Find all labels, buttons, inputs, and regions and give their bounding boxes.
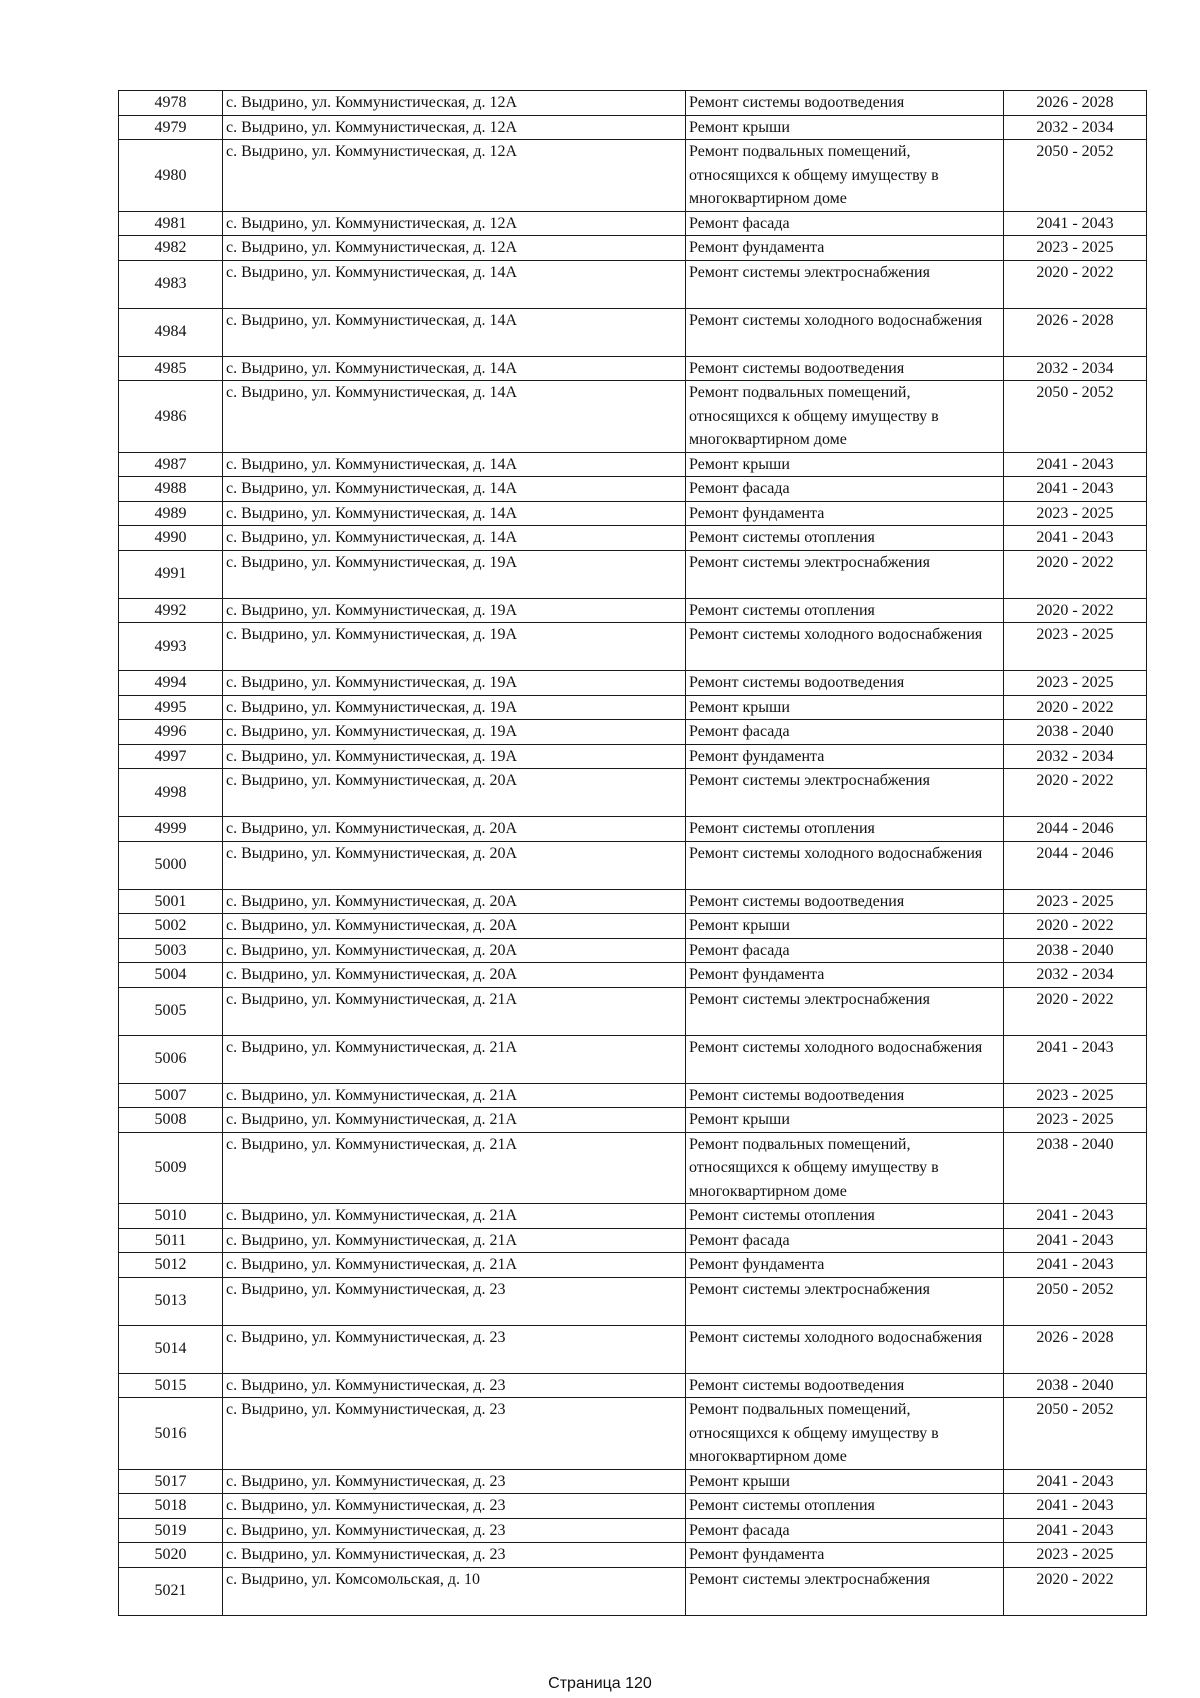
row-number: 4997 (119, 744, 223, 769)
table-row (119, 1132, 1147, 1204)
row-address: с. Выдрино, ул. Коммунистическая, д. 14А (223, 477, 686, 502)
row-address: с. Выдрино, ул. Коммунистическая, д. 21А (223, 1228, 686, 1253)
table-row (119, 356, 1147, 381)
row-work-type: Ремонт фасада (686, 1518, 1004, 1543)
table-row (119, 1035, 1147, 1083)
table-row (119, 841, 1147, 889)
row-period: 2038 - 2040 (1004, 938, 1147, 963)
row-period: 2041 - 2043 (1004, 1204, 1147, 1229)
row-number: 4978 (119, 91, 223, 116)
row-address: с. Выдрино, ул. Коммунистическая, д. 20А (223, 963, 686, 988)
table-row (119, 115, 1147, 140)
row-number: 5012 (119, 1253, 223, 1278)
row-work-type: Ремонт подвальных помещений, относящихся к общему имуществу в многоквартирном доме (686, 1132, 1004, 1204)
row-number: 4992 (119, 598, 223, 623)
row-period: 2020 - 2022 (1004, 914, 1147, 939)
row-period: 2023 - 2025 (1004, 501, 1147, 526)
row-number: 5000 (119, 841, 223, 889)
row-work-type: Ремонт системы отопления (686, 1494, 1004, 1519)
row-address: с. Выдрино, ул. Коммунистическая, д. 12А (223, 211, 686, 236)
row-work-type: Ремонт системы электроснабжения (686, 1277, 1004, 1325)
row-work-type: Ремонт подвальных помещений, относящихся к общему имуществу в многоквартирном доме (686, 140, 1004, 212)
row-number: 5021 (119, 1567, 223, 1615)
row-number: 5007 (119, 1083, 223, 1108)
row-address: с. Выдрино, ул. Коммунистическая, д. 14А (223, 452, 686, 477)
row-address: с. Выдрино, ул. Коммунистическая, д. 12А (223, 140, 686, 212)
row-period: 2044 - 2046 (1004, 817, 1147, 842)
row-number: 4991 (119, 550, 223, 598)
row-address: с. Выдрино, ул. Коммунистическая, д. 19А (223, 623, 686, 671)
row-address: с. Выдрино, ул. Коммунистическая, д. 21А (223, 1253, 686, 1278)
row-address: с. Выдрино, ул. Коммунистическая, д. 23 (223, 1469, 686, 1494)
row-address: с. Выдрино, ул. Коммунистическая, д. 21А (223, 1108, 686, 1133)
row-address: с. Выдрино, ул. Коммунистическая, д. 21А (223, 1083, 686, 1108)
row-number: 5016 (119, 1398, 223, 1470)
row-address: с. Выдрино, ул. Коммунистическая, д. 14А (223, 501, 686, 526)
row-number: 5020 (119, 1543, 223, 1568)
row-work-type: Ремонт системы холодного водоснабжения (686, 308, 1004, 356)
row-period: 2038 - 2040 (1004, 1373, 1147, 1398)
row-number: 4979 (119, 115, 223, 140)
row-work-type: Ремонт подвальных помещений, относящихся к общему имуществу в многоквартирном доме (686, 381, 1004, 453)
row-number: 4980 (119, 140, 223, 212)
row-period: 2032 - 2034 (1004, 115, 1147, 140)
row-period: 2038 - 2040 (1004, 1132, 1147, 1204)
row-address: с. Выдрино, ул. Коммунистическая, д. 14А (223, 356, 686, 381)
row-work-type: Ремонт системы электроснабжения (686, 769, 1004, 817)
row-work-type: Ремонт фасада (686, 211, 1004, 236)
row-address: с. Выдрино, ул. Коммунистическая, д. 19А (223, 695, 686, 720)
row-period: 2041 - 2043 (1004, 1253, 1147, 1278)
row-period: 2041 - 2043 (1004, 477, 1147, 502)
row-work-type: Ремонт фасада (686, 938, 1004, 963)
row-work-type: Ремонт системы холодного водоснабжения (686, 841, 1004, 889)
row-address: с. Выдрино, ул. Коммунистическая, д. 21А (223, 987, 686, 1035)
row-work-type: Ремонт системы отопления (686, 526, 1004, 551)
row-address: с. Выдрино, ул. Коммунистическая, д. 19А (223, 550, 686, 598)
row-number: 5004 (119, 963, 223, 988)
table-row (119, 1277, 1147, 1325)
row-work-type: Ремонт крыши (686, 914, 1004, 939)
row-work-type: Ремонт системы холодного водоснабжения (686, 1325, 1004, 1373)
row-number: 4988 (119, 477, 223, 502)
row-address: с. Выдрино, ул. Коммунистическая, д. 20А (223, 889, 686, 914)
row-number: 4986 (119, 381, 223, 453)
row-period: 2023 - 2025 (1004, 889, 1147, 914)
row-period: 2023 - 2025 (1004, 671, 1147, 696)
row-address: с. Выдрино, ул. Коммунистическая, д. 20А (223, 914, 686, 939)
row-number: 5013 (119, 1277, 223, 1325)
row-number: 5018 (119, 1494, 223, 1519)
row-period: 2026 - 2028 (1004, 308, 1147, 356)
table-row (119, 889, 1147, 914)
row-number: 4987 (119, 452, 223, 477)
row-period: 2026 - 2028 (1004, 91, 1147, 116)
row-address: с. Выдрино, ул. Коммунистическая, д. 12А (223, 236, 686, 261)
table-row (119, 720, 1147, 745)
table-row (119, 938, 1147, 963)
row-work-type: Ремонт системы электроснабжения (686, 987, 1004, 1035)
row-number: 4990 (119, 526, 223, 551)
row-period: 2050 - 2052 (1004, 381, 1147, 453)
table-row (119, 1108, 1147, 1133)
row-address: с. Выдрино, ул. Коммунистическая, д. 23 (223, 1373, 686, 1398)
row-period: 2032 - 2034 (1004, 963, 1147, 988)
table-row (119, 1325, 1147, 1373)
row-address: с. Выдрино, ул. Коммунистическая, д. 19А (223, 671, 686, 696)
row-number: 5010 (119, 1204, 223, 1229)
row-work-type: Ремонт системы отопления (686, 598, 1004, 623)
row-period: 2020 - 2022 (1004, 1567, 1147, 1615)
row-period: 2041 - 2043 (1004, 1518, 1147, 1543)
table-row (119, 1204, 1147, 1229)
row-work-type: Ремонт системы холодного водоснабжения (686, 623, 1004, 671)
row-address: с. Выдрино, ул. Коммунистическая, д. 23 (223, 1277, 686, 1325)
row-work-type: Ремонт системы электроснабжения (686, 260, 1004, 308)
row-work-type: Ремонт крыши (686, 452, 1004, 477)
row-address: с. Выдрино, ул. Коммунистическая, д. 14А (223, 526, 686, 551)
row-address: с. Выдрино, ул. Коммунистическая, д. 20А (223, 938, 686, 963)
row-number: 5015 (119, 1373, 223, 1398)
row-address: с. Выдрино, ул. Коммунистическая, д. 14А (223, 260, 686, 308)
row-number: 4999 (119, 817, 223, 842)
row-number: 4981 (119, 211, 223, 236)
row-number: 5008 (119, 1108, 223, 1133)
row-period: 2020 - 2022 (1004, 695, 1147, 720)
row-number: 5017 (119, 1469, 223, 1494)
row-address: с. Выдрино, ул. Коммунистическая, д. 23 (223, 1494, 686, 1519)
row-number: 5006 (119, 1035, 223, 1083)
row-work-type: Ремонт фасада (686, 1228, 1004, 1253)
table-row (119, 91, 1147, 116)
row-work-type: Ремонт системы электроснабжения (686, 550, 1004, 598)
row-address: с. Выдрино, ул. Коммунистическая, д. 23 (223, 1325, 686, 1373)
row-address: с. Выдрино, ул. Комсомольская, д. 10 (223, 1567, 686, 1615)
row-work-type: Ремонт фундамента (686, 1253, 1004, 1278)
row-work-type: Ремонт системы водоотведения (686, 671, 1004, 696)
row-number: 5002 (119, 914, 223, 939)
row-address: с. Выдрино, ул. Коммунистическая, д. 19А (223, 744, 686, 769)
row-work-type: Ремонт крыши (686, 695, 1004, 720)
table-row (119, 1494, 1147, 1519)
row-work-type: Ремонт системы водоотведения (686, 1373, 1004, 1398)
table-row (119, 526, 1147, 551)
row-work-type: Ремонт фундамента (686, 963, 1004, 988)
row-period: 2020 - 2022 (1004, 987, 1147, 1035)
row-period: 2044 - 2046 (1004, 841, 1147, 889)
row-address: с. Выдрино, ул. Коммунистическая, д. 12А (223, 115, 686, 140)
table-row (119, 550, 1147, 598)
table-row (119, 140, 1147, 212)
table-row (119, 671, 1147, 696)
row-period: 2032 - 2034 (1004, 356, 1147, 381)
row-address: с. Выдрино, ул. Коммунистическая, д. 20А (223, 841, 686, 889)
row-address: с. Выдрино, ул. Коммунистическая, д. 14А (223, 308, 686, 356)
table-row (119, 695, 1147, 720)
row-period: 2020 - 2022 (1004, 550, 1147, 598)
row-address: с. Выдрино, ул. Коммунистическая, д. 23 (223, 1398, 686, 1470)
table-row (119, 914, 1147, 939)
table-row (119, 769, 1147, 817)
row-address: с. Выдрино, ул. Коммунистическая, д. 20А (223, 769, 686, 817)
row-period: 2020 - 2022 (1004, 598, 1147, 623)
row-period: 2020 - 2022 (1004, 769, 1147, 817)
row-number: 5014 (119, 1325, 223, 1373)
row-number: 4982 (119, 236, 223, 261)
row-work-type: Ремонт системы водоотведения (686, 356, 1004, 381)
row-work-type: Ремонт системы холодного водоснабжения (686, 1035, 1004, 1083)
row-period: 2023 - 2025 (1004, 236, 1147, 261)
row-number: 4984 (119, 308, 223, 356)
row-work-type: Ремонт системы электроснабжения (686, 1567, 1004, 1615)
row-period: 2023 - 2025 (1004, 1543, 1147, 1568)
row-period: 2050 - 2052 (1004, 1398, 1147, 1470)
row-work-type: Ремонт системы отопления (686, 817, 1004, 842)
table-row (119, 1398, 1147, 1470)
row-number: 4985 (119, 356, 223, 381)
row-period: 2032 - 2034 (1004, 744, 1147, 769)
table-row (119, 1567, 1147, 1615)
row-address: с. Выдрино, ул. Коммунистическая, д. 14А (223, 381, 686, 453)
row-period: 2050 - 2052 (1004, 140, 1147, 212)
row-address: с. Выдрино, ул. Коммунистическая, д. 12А (223, 91, 686, 116)
table-row (119, 501, 1147, 526)
row-address: с. Выдрино, ул. Коммунистическая, д. 21А (223, 1132, 686, 1204)
row-work-type: Ремонт крыши (686, 115, 1004, 140)
table-row (119, 817, 1147, 842)
table-row (119, 1518, 1147, 1543)
row-number: 4998 (119, 769, 223, 817)
table-row (119, 452, 1147, 477)
row-address: с. Выдрино, ул. Коммунистическая, д. 23 (223, 1518, 686, 1543)
row-period: 2038 - 2040 (1004, 720, 1147, 745)
row-period: 2041 - 2043 (1004, 526, 1147, 551)
table-row (119, 963, 1147, 988)
row-period: 2041 - 2043 (1004, 452, 1147, 477)
row-period: 2041 - 2043 (1004, 1035, 1147, 1083)
table-row (119, 211, 1147, 236)
table-row (119, 598, 1147, 623)
row-address: с. Выдрино, ул. Коммунистическая, д. 21А (223, 1204, 686, 1229)
row-work-type: Ремонт фундамента (686, 1543, 1004, 1568)
table-row (119, 1469, 1147, 1494)
row-period: 2041 - 2043 (1004, 1494, 1147, 1519)
row-work-type: Ремонт фасада (686, 477, 1004, 502)
row-address: с. Выдрино, ул. Коммунистическая, д. 20А (223, 817, 686, 842)
row-period: 2023 - 2025 (1004, 1083, 1147, 1108)
row-period: 2020 - 2022 (1004, 260, 1147, 308)
row-work-type: Ремонт фасада (686, 720, 1004, 745)
row-number: 5009 (119, 1132, 223, 1204)
table-row (119, 1373, 1147, 1398)
row-work-type: Ремонт крыши (686, 1108, 1004, 1133)
row-number: 5019 (119, 1518, 223, 1543)
repair-schedule-table (118, 90, 1147, 1616)
table-row (119, 236, 1147, 261)
row-number: 4995 (119, 695, 223, 720)
row-address: с. Выдрино, ул. Коммунистическая, д. 19А (223, 598, 686, 623)
table-row (119, 987, 1147, 1035)
row-work-type: Ремонт фундамента (686, 236, 1004, 261)
row-work-type: Ремонт крыши (686, 1469, 1004, 1494)
row-address: с. Выдрино, ул. Коммунистическая, д. 19А (223, 720, 686, 745)
row-period: 2050 - 2052 (1004, 1277, 1147, 1325)
row-address: с. Выдрино, ул. Коммунистическая, д. 21А (223, 1035, 686, 1083)
row-number: 5001 (119, 889, 223, 914)
row-work-type: Ремонт подвальных помещений, относящихся к общему имуществу в многоквартирном доме (686, 1398, 1004, 1470)
table-row (119, 1543, 1147, 1568)
table-row (119, 381, 1147, 453)
row-number: 4994 (119, 671, 223, 696)
row-number: 5011 (119, 1228, 223, 1253)
row-work-type: Ремонт фундамента (686, 501, 1004, 526)
row-number: 4983 (119, 260, 223, 308)
row-work-type: Ремонт системы отопления (686, 1204, 1004, 1229)
row-period: 2041 - 2043 (1004, 211, 1147, 236)
table-row (119, 1083, 1147, 1108)
row-number: 4989 (119, 501, 223, 526)
row-period: 2023 - 2025 (1004, 623, 1147, 671)
table-row (119, 308, 1147, 356)
row-number: 4996 (119, 720, 223, 745)
row-work-type: Ремонт системы водоотведения (686, 1083, 1004, 1108)
row-work-type: Ремонт системы водоотведения (686, 91, 1004, 116)
row-address: с. Выдрино, ул. Коммунистическая, д. 23 (223, 1543, 686, 1568)
table-row (119, 260, 1147, 308)
table-row (119, 623, 1147, 671)
row-number: 5003 (119, 938, 223, 963)
table-row (119, 744, 1147, 769)
row-work-type: Ремонт системы водоотведения (686, 889, 1004, 914)
row-period: 2041 - 2043 (1004, 1469, 1147, 1494)
row-period: 2023 - 2025 (1004, 1108, 1147, 1133)
table-row (119, 1228, 1147, 1253)
table-row (119, 477, 1147, 502)
page-footer: Страница 120 (548, 1675, 652, 1692)
table-row (119, 1253, 1147, 1278)
row-number: 5005 (119, 987, 223, 1035)
row-period: 2026 - 2028 (1004, 1325, 1147, 1373)
row-period: 2041 - 2043 (1004, 1228, 1147, 1253)
row-work-type: Ремонт фундамента (686, 744, 1004, 769)
row-number: 4993 (119, 623, 223, 671)
table-body (119, 91, 1147, 1616)
